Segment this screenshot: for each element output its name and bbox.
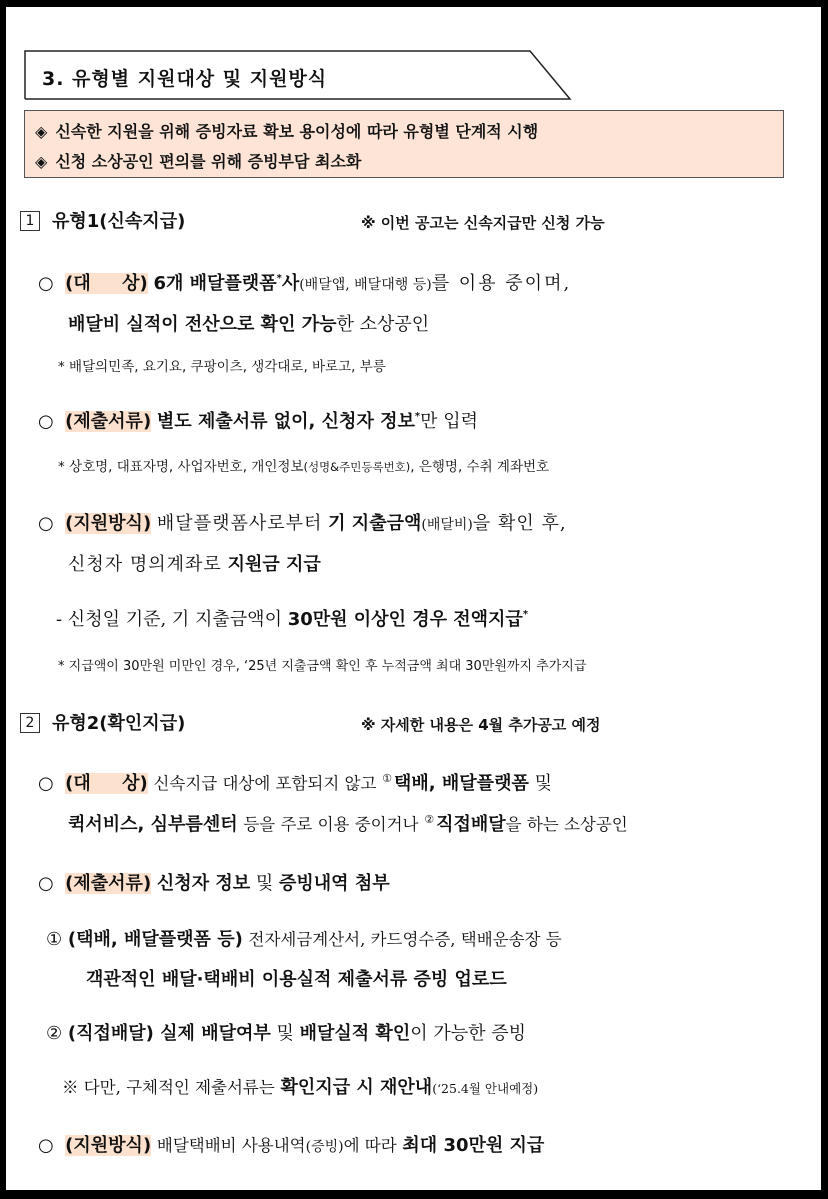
type2-method-line: ○ (지원방식) 배달택배비 사용내역(증빙)에 따라 최대 30만원 지급: [38, 1135, 545, 1156]
type1-docs-footnote: * 상호명, 대표자명, 사업자번호, 개인정보(성명&주민등록번호), 은행명, 수취 계좌번호: [58, 459, 550, 475]
type1-target-label: (대 상): [65, 273, 148, 294]
circle-bullet-icon: ○: [38, 1135, 54, 1156]
summary-line-2: ◈ 신청 소상공인 편의를 위해 증빙부담 최소화: [35, 152, 362, 171]
type2-heading: [20, 709, 185, 735]
type1-docs-label: (제출서류): [65, 411, 152, 432]
circle-bullet-icon: ○: [38, 513, 54, 534]
type1-method-dash: - 신청일 기준, 기 지출금액이 30만원 이상인 경우 전액지급*: [56, 609, 529, 630]
type1-method-footnote: * 지급액이 30만원 미만인 경우, ‘25년 지출금액 확인 후 누적금액 최대 30만원까지 추가지급: [58, 659, 587, 674]
document-page: [6, 7, 821, 1190]
circle-bullet-icon: ○: [38, 773, 54, 794]
type1-target-line1: ○ (대 상) 6개 배달플랫폼*사(배달앱, 배달대행 등)를 이용 중이며,: [38, 273, 572, 294]
summary-line-1: ◈ 신속한 지원을 위해 증빙자료 확보 용이성에 따라 유형별 단계적 시행: [35, 122, 539, 141]
type1-method-label: (지원방식): [65, 513, 152, 534]
type2-method-label: (지원방식): [65, 1135, 152, 1156]
type1-method-line1: ○ (지원방식) 배달플랫폼사로부터 기 지출금액(배달비)을 확인 후,: [38, 513, 567, 534]
type2-target-label: (대 상): [65, 773, 148, 794]
circle-bullet-icon: ○: [38, 873, 54, 894]
type2-number-box: 2: [20, 713, 40, 733]
diamond-bullet-icon: ◈: [35, 152, 48, 171]
type2-docs-line: ○ (제출서류) 신청자 정보 및 증빙내역 첨부: [38, 873, 390, 894]
type2-item1-line1: ① (택배, 배달플랫폼 등) 전자세금계산서, 카드영수증, 택배운송장 등: [46, 929, 562, 950]
type2-item1-line2: 객관적인 배달·택배비 이용실적 제출서류 증빙 업로드: [86, 969, 507, 990]
type1-number-box: 1: [20, 211, 40, 231]
type2-target-line1: ○ (대 상) 신속지급 대상에 포함되지 않고 ① 택배, 배달플랫폼 및: [38, 772, 552, 794]
type1-target-footnote: * 배달의민족, 요기요, 쿠팡이츠, 생각대로, 바로고, 부릉: [58, 359, 386, 375]
type1-heading: [20, 207, 185, 233]
section-title: 3. 유형별 지원대상 및 지원방식: [42, 68, 328, 90]
diamond-bullet-icon: ◈: [35, 122, 48, 141]
circle-bullet-icon: ○: [38, 273, 54, 294]
type2-title: 유형2(확인지급): [52, 713, 186, 734]
type2-notice-line: ※ 다만, 구체적인 제출서류는 확인지급 시 재안내(‘25.4월 안내예정): [62, 1077, 539, 1098]
type2-target-line2: 퀵서비스, 심부름센터 등을 주로 이용 중이거나 ② 직접배달을 하는 소상공인: [68, 813, 628, 835]
circle-bullet-icon: ○: [38, 411, 54, 432]
type2-item2-line: ② (직접배달) 실제 배달여부 및 배달실적 확인이 가능한 증빙: [46, 1023, 526, 1044]
type1-docs-line: ○ (제출서류) 별도 제출서류 없이, 신청자 정보*만 입력: [38, 411, 478, 432]
section-header: [24, 50, 572, 100]
type2-docs-label: (제출서류): [65, 873, 152, 894]
type2-note: ※ 자세한 내용은 4월 추가공고 예정: [361, 716, 601, 734]
type1-method-line2: 신청자 명의계좌로 지원금 지급: [68, 554, 321, 575]
type1-note: ※ 이번 공고는 신속지급만 신청 가능: [361, 214, 605, 232]
summary-box: [24, 110, 784, 178]
type1-title: 유형1(신속지급): [52, 211, 186, 232]
type1-target-line2: 배달비 실적이 전산으로 확인 가능한 소상공인: [68, 314, 430, 335]
